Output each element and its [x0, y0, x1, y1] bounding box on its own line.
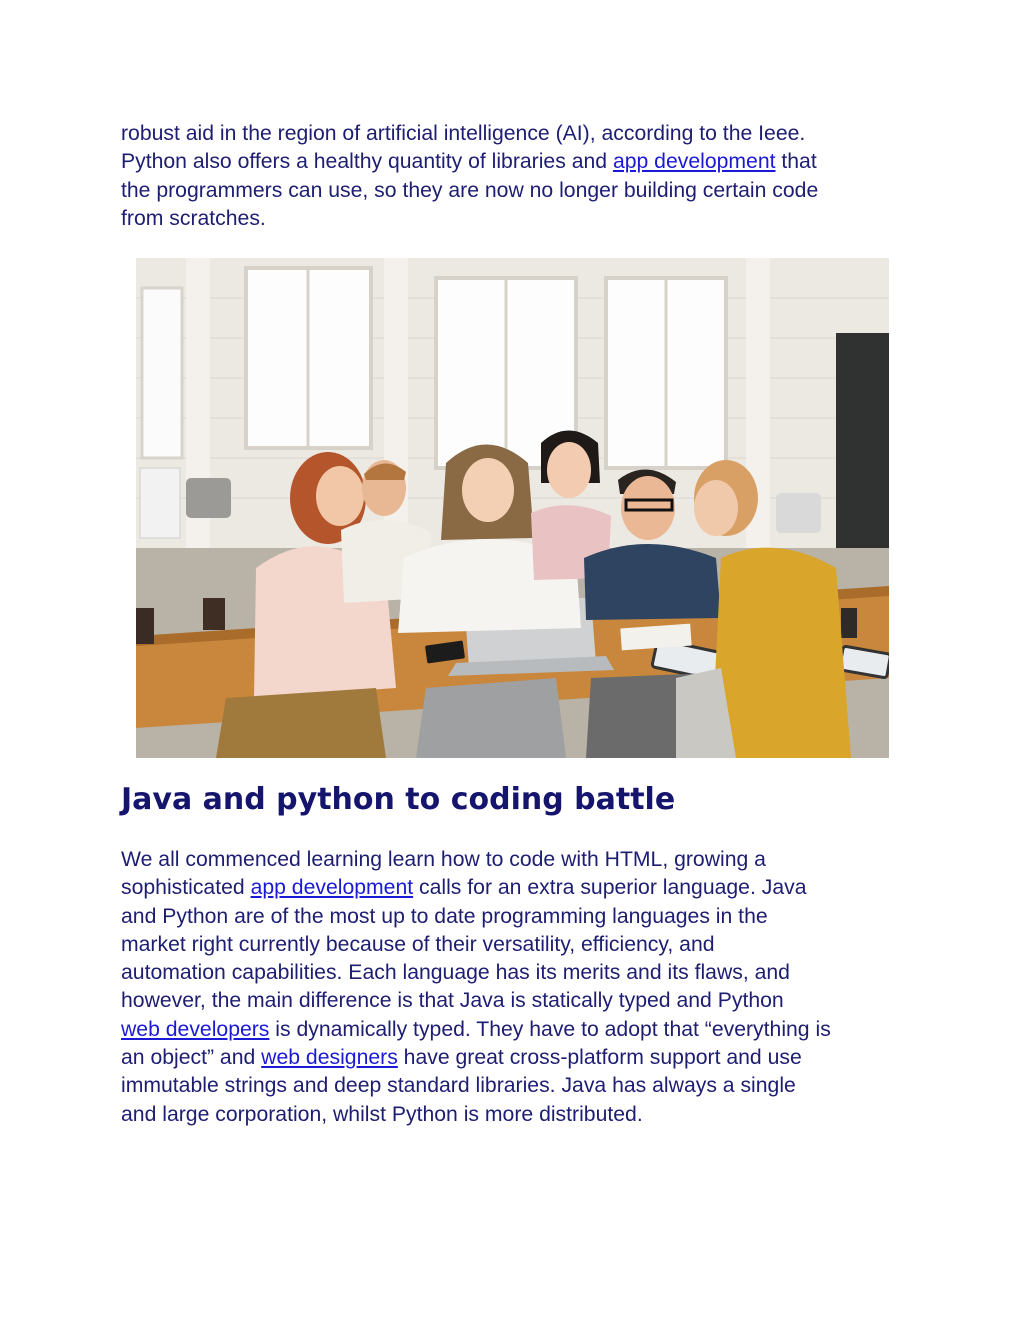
comparison-paragraph: [121, 846, 921, 1129]
web-designers-link[interactable]: web designers: [261, 1046, 398, 1070]
section-heading: Java and python to coding battle: [121, 782, 676, 817]
text-fragment: that: [775, 150, 817, 174]
paragraph-line: [121, 148, 921, 176]
paragraph-line: the programmers can use, so they are now no longer building certain code: [121, 178, 819, 202]
paragraph-line: however, the main difference is that Java is statically typed and Python: [121, 989, 784, 1013]
text-fragment: is dynamically typed. They have to adopt that “everything is: [269, 1017, 831, 1041]
app-development-link[interactable]: app development: [612, 150, 776, 174]
text-fragment: have great cross-platform support and use: [397, 1046, 802, 1070]
text-fragment: an object” and: [121, 1046, 262, 1070]
team-photo-illustration: [136, 258, 889, 758]
paragraph-line: market right currently because of their versatility, efficiency, and: [121, 932, 715, 956]
text-fragment: calls for an extra superior language. Java: [413, 876, 807, 900]
paragraph-line: and large corporation, whilst Python is more distributed.: [121, 1102, 643, 1126]
app-development-link[interactable]: app development: [250, 876, 414, 900]
paragraph-line: automation capabilities. Each language has its merits and its flaws, and: [121, 961, 790, 985]
intro-paragraph: [121, 120, 921, 233]
web-developers-link[interactable]: web developers: [121, 1017, 270, 1041]
text-fragment: Python also offers a healthy quantity of libraries and: [121, 150, 613, 174]
paragraph-line: [121, 874, 921, 902]
paragraph-line: from scratches.: [121, 206, 266, 230]
text-fragment: sophisticated: [121, 876, 251, 900]
paragraph-line: and Python are of the most up to date programming languages in the: [121, 904, 768, 928]
paragraph-line: [121, 1016, 921, 1044]
paragraph-line: We all commenced learning learn how to code with HTML, growing a: [121, 848, 766, 871]
paragraph-line: [121, 1044, 921, 1072]
team-photo: [136, 258, 889, 758]
paragraph-line: immutable strings and deep standard libraries. Java has always a single: [121, 1074, 796, 1098]
paragraph-line: robust aid in the region of artificial intelligence (AI), according to the Ieee.: [121, 122, 806, 145]
